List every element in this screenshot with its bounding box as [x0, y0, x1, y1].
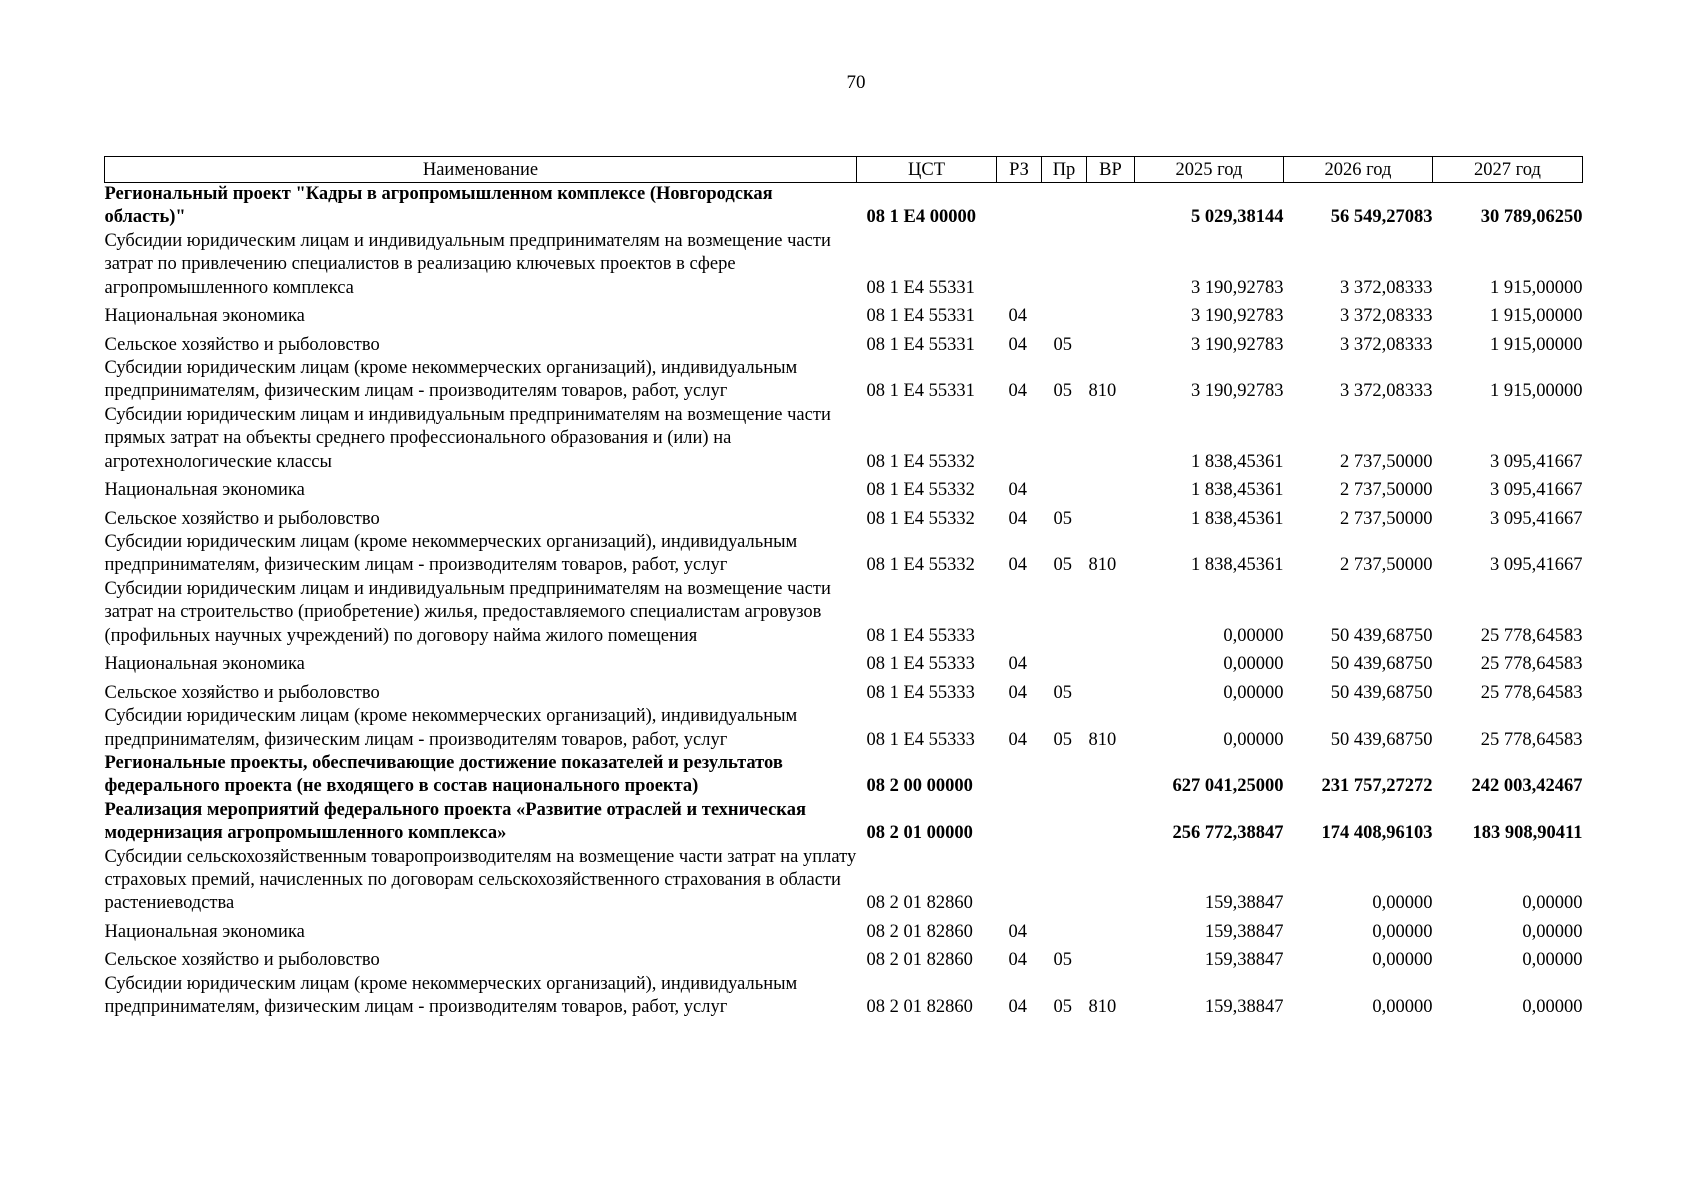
row-2025: 627 041,25000	[1172, 776, 1284, 797]
row-rz	[997, 578, 1042, 648]
table-row	[105, 183, 1583, 230]
row-rz: 04	[1008, 729, 1027, 750]
row-2026: 2 737,50000	[1340, 480, 1433, 501]
row-2025: 3 190,92783	[1191, 306, 1284, 327]
row-name: Субсидии юридическим лицам (кроме некоммерческих организаций), индивидуальным предпринимателям, физическим лицам - производителям товаров, работ, услуг	[104, 706, 798, 750]
row-cst: 08 1 E4 55332	[866, 451, 975, 472]
table-row	[105, 799, 1583, 846]
row-cst: 08 1 E4 55331	[866, 277, 975, 298]
table-row	[105, 846, 1583, 916]
table-row	[105, 404, 1583, 474]
row-rz: 04	[1008, 997, 1027, 1018]
table-row	[105, 300, 1583, 329]
row-cst: 08 1 E4 55333	[866, 625, 975, 646]
row-cst: 08 2 01 82860	[866, 997, 973, 1018]
row-pr	[1042, 474, 1087, 503]
table-row	[105, 648, 1583, 677]
row-2025: 3 190,92783	[1191, 334, 1284, 355]
row-pr: 05	[1053, 682, 1072, 703]
row-rz	[997, 404, 1042, 474]
row-2026: 50 439,68750	[1330, 625, 1433, 646]
row-pr: 05	[1053, 555, 1072, 576]
row-2027: 0,00000	[1522, 950, 1583, 971]
row-cst: 08 2 01 82860	[866, 950, 973, 971]
row-cst: 08 2 01 00000	[866, 823, 973, 844]
header-pr: Пр	[1042, 157, 1087, 183]
row-2025: 256 772,38847	[1172, 823, 1284, 844]
row-rz: 04	[1008, 381, 1027, 402]
row-rz: 04	[1008, 921, 1027, 942]
row-2027: 0,00000	[1522, 997, 1583, 1018]
table-row	[105, 752, 1583, 799]
row-vr	[1087, 648, 1135, 677]
row-name: Реализация мероприятий федерального проекта «Развитие отраслей и техническая модернизация агропромышленного комплекса»	[104, 799, 806, 844]
table-row	[105, 705, 1583, 752]
table-row	[105, 230, 1583, 300]
row-cst: 08 1 E4 55331	[866, 306, 975, 327]
row-name: Сельское хозяйство и рыболовство	[104, 682, 380, 703]
table-row	[105, 357, 1583, 404]
row-2025: 1 838,45361	[1191, 480, 1284, 501]
row-rz: 04	[1008, 480, 1027, 501]
header-name: Наименование	[105, 157, 857, 183]
row-name: Субсидии юридическим лицам (кроме некоммерческих организаций), индивидуальным предпринимателям, физическим лицам - производителям товаров, работ, услуг	[104, 532, 798, 576]
row-vr: 810	[1088, 997, 1117, 1018]
table-row	[105, 973, 1583, 1020]
row-rz: 04	[1008, 306, 1027, 327]
header-rz: РЗ	[997, 157, 1042, 183]
row-rz: 04	[1008, 950, 1027, 971]
row-cst: 08 1 E4 55331	[866, 381, 975, 402]
row-cst: 08 1 E4 00000	[866, 207, 976, 228]
row-pr	[1042, 578, 1087, 648]
row-rz	[997, 230, 1042, 300]
table-row	[105, 474, 1583, 503]
row-2026: 231 757,27272	[1321, 776, 1433, 797]
row-vr	[1087, 799, 1135, 846]
row-vr	[1087, 329, 1135, 358]
row-2026: 3 372,08333	[1340, 306, 1433, 327]
row-rz: 04	[1008, 508, 1027, 529]
table-row	[105, 916, 1583, 945]
row-2027: 0,00000	[1522, 893, 1583, 914]
row-pr: 05	[1053, 997, 1072, 1018]
row-2026: 3 372,08333	[1340, 277, 1433, 298]
row-2025: 0,00000	[1223, 682, 1284, 703]
row-vr	[1087, 916, 1135, 945]
table-row	[105, 578, 1583, 648]
row-2027: 1 915,00000	[1490, 306, 1583, 327]
header-2026: 2026 год	[1284, 157, 1433, 183]
row-vr: 810	[1088, 381, 1117, 402]
row-rz	[997, 846, 1042, 916]
row-pr	[1042, 752, 1087, 799]
row-name: Национальная экономика	[104, 921, 305, 942]
row-name: Субсидии юридическим лицам и индивидуальным предпринимателям на возмещение части затрат на строительство (приобретение) жилья, предоставляемого специалистам агровузов (профильных научных учреждений) по договору найма жилого помещения	[104, 578, 831, 646]
row-2025: 159,38847	[1204, 950, 1284, 971]
row-vr	[1087, 183, 1135, 230]
row-2026: 0,00000	[1372, 997, 1433, 1018]
header-vr: ВР	[1087, 157, 1135, 183]
row-2027: 25 778,64583	[1480, 729, 1583, 750]
table-body	[105, 183, 1583, 1020]
row-vr	[1087, 503, 1135, 532]
row-2027: 3 095,41667	[1490, 555, 1583, 576]
row-pr: 05	[1053, 334, 1072, 355]
row-cst: 08 1 E4 55331	[866, 334, 975, 355]
row-rz	[997, 799, 1042, 846]
table-row	[105, 677, 1583, 706]
header-2027: 2027 год	[1433, 157, 1583, 183]
row-2026: 3 372,08333	[1340, 381, 1433, 402]
row-2027: 1 915,00000	[1490, 277, 1583, 298]
row-2027: 25 778,64583	[1480, 682, 1583, 703]
header-cst: ЦСТ	[857, 157, 997, 183]
row-name: Субсидии юридическим лицам и индивидуальным предпринимателям на возмещение части затрат по привлечению специалистов в реализацию ключевых проектов в сфере агропромышленного комплекса	[104, 230, 831, 298]
row-2026: 174 408,96103	[1321, 823, 1433, 844]
row-rz: 04	[1008, 334, 1027, 355]
header-2025: 2025 год	[1135, 157, 1284, 183]
row-name: Региональные проекты, обеспечивающие достижение показателей и результатов федерального проекта (не входящего в состав национального проекта)	[104, 752, 783, 797]
row-2027: 242 003,42467	[1471, 776, 1583, 797]
table-row	[105, 329, 1583, 358]
row-2026: 3 372,08333	[1340, 334, 1433, 355]
row-2027: 3 095,41667	[1490, 508, 1583, 529]
row-2025: 0,00000	[1223, 654, 1284, 675]
row-vr: 810	[1088, 729, 1117, 750]
row-cst: 08 1 E4 55333	[866, 682, 975, 703]
row-2026: 0,00000	[1372, 921, 1433, 942]
row-name: Субсидии сельскохозяйственным товаропроизводителям на возмещение части затрат на уплату страховых премий, начисленных по договорам сельскохозяйственного страхования в области растениеводства	[104, 846, 857, 914]
table-row	[105, 531, 1583, 578]
row-pr: 05	[1053, 950, 1072, 971]
row-name: Национальная экономика	[104, 480, 305, 501]
row-pr	[1042, 648, 1087, 677]
row-rz	[997, 752, 1042, 799]
row-2025: 159,38847	[1204, 893, 1284, 914]
row-rz	[997, 183, 1042, 230]
row-2026: 2 737,50000	[1340, 508, 1433, 529]
table-header-row	[105, 157, 1583, 183]
row-name: Национальная экономика	[104, 654, 305, 675]
row-2025: 1 838,45361	[1191, 451, 1284, 472]
row-2025: 1 838,45361	[1191, 555, 1284, 576]
row-2026: 50 439,68750	[1330, 682, 1433, 703]
row-rz: 04	[1008, 654, 1027, 675]
row-pr	[1042, 799, 1087, 846]
row-name: Региональный проект "Кадры в агропромышленном комплексе (Новгородская область)"	[104, 184, 773, 228]
row-pr: 05	[1053, 381, 1072, 402]
row-2026: 2 737,50000	[1340, 555, 1433, 576]
row-name: Национальная экономика	[104, 306, 305, 327]
row-pr: 05	[1053, 729, 1072, 750]
row-2025: 5 029,38144	[1191, 207, 1284, 228]
row-pr	[1042, 300, 1087, 329]
row-2027: 1 915,00000	[1490, 381, 1583, 402]
row-vr	[1087, 944, 1135, 973]
row-name: Субсидии юридическим лицам и индивидуальным предпринимателям на возмещение части прямых затрат на объекты среднего профессионального образования и (или) на агротехнологические классы	[104, 404, 831, 472]
row-cst: 08 1 E4 55332	[866, 508, 975, 529]
row-2027: 183 908,90411	[1472, 823, 1583, 844]
row-vr: 810	[1088, 555, 1117, 576]
row-2025: 0,00000	[1223, 729, 1284, 750]
row-2027: 30 789,06250	[1480, 207, 1583, 228]
row-2026: 0,00000	[1372, 893, 1433, 914]
row-pr	[1042, 404, 1087, 474]
row-name: Сельское хозяйство и рыболовство	[104, 334, 380, 355]
row-vr	[1087, 677, 1135, 706]
row-2027: 1 915,00000	[1490, 334, 1583, 355]
row-pr	[1042, 183, 1087, 230]
row-2026: 0,00000	[1372, 950, 1433, 971]
row-rz: 04	[1008, 555, 1027, 576]
row-2026: 50 439,68750	[1330, 729, 1433, 750]
row-2025: 1 838,45361	[1191, 508, 1284, 529]
row-name: Субсидии юридическим лицам (кроме некоммерческих организаций), индивидуальным предпринимателям, физическим лицам - производителям товаров, работ, услуг	[104, 358, 798, 402]
row-pr	[1042, 230, 1087, 300]
row-2025: 159,38847	[1204, 997, 1284, 1018]
row-2025: 3 190,92783	[1191, 381, 1284, 402]
row-cst: 08 1 E4 55332	[866, 555, 975, 576]
row-vr	[1087, 300, 1135, 329]
budget-table	[104, 156, 1583, 1020]
row-2027: 3 095,41667	[1490, 451, 1583, 472]
row-cst: 08 2 01 82860	[866, 921, 973, 942]
row-vr	[1087, 474, 1135, 503]
row-vr	[1087, 230, 1135, 300]
row-rz: 04	[1008, 682, 1027, 703]
row-2026: 2 737,50000	[1340, 451, 1433, 472]
row-pr	[1042, 846, 1087, 916]
row-2027: 25 778,64583	[1480, 654, 1583, 675]
table-row	[105, 503, 1583, 532]
row-name: Сельское хозяйство и рыболовство	[104, 950, 380, 971]
row-vr	[1087, 404, 1135, 474]
row-vr	[1087, 578, 1135, 648]
row-2025: 0,00000	[1223, 625, 1284, 646]
row-2025: 159,38847	[1204, 921, 1284, 942]
row-2026: 56 549,27083	[1330, 207, 1433, 228]
row-cst: 08 1 E4 55332	[866, 480, 975, 501]
row-2027: 25 778,64583	[1480, 625, 1583, 646]
row-2027: 3 095,41667	[1490, 480, 1583, 501]
page-number: 70	[846, 72, 866, 93]
row-cst: 08 1 E4 55333	[866, 654, 975, 675]
row-vr	[1087, 846, 1135, 916]
row-2025: 3 190,92783	[1191, 277, 1284, 298]
row-2026: 50 439,68750	[1330, 654, 1433, 675]
row-vr	[1087, 752, 1135, 799]
row-2027: 0,00000	[1522, 921, 1583, 942]
row-name: Сельское хозяйство и рыболовство	[104, 508, 380, 529]
row-pr: 05	[1053, 508, 1072, 529]
row-pr	[1042, 916, 1087, 945]
row-name: Субсидии юридическим лицам (кроме некоммерческих организаций), индивидуальным предпринимателям, физическим лицам - производителям товаров, работ, услуг	[104, 973, 798, 1018]
row-cst: 08 2 01 82860	[866, 893, 973, 914]
table-row	[105, 944, 1583, 973]
row-cst: 08 1 E4 55333	[866, 729, 975, 750]
row-cst: 08 2 00 00000	[866, 776, 973, 797]
